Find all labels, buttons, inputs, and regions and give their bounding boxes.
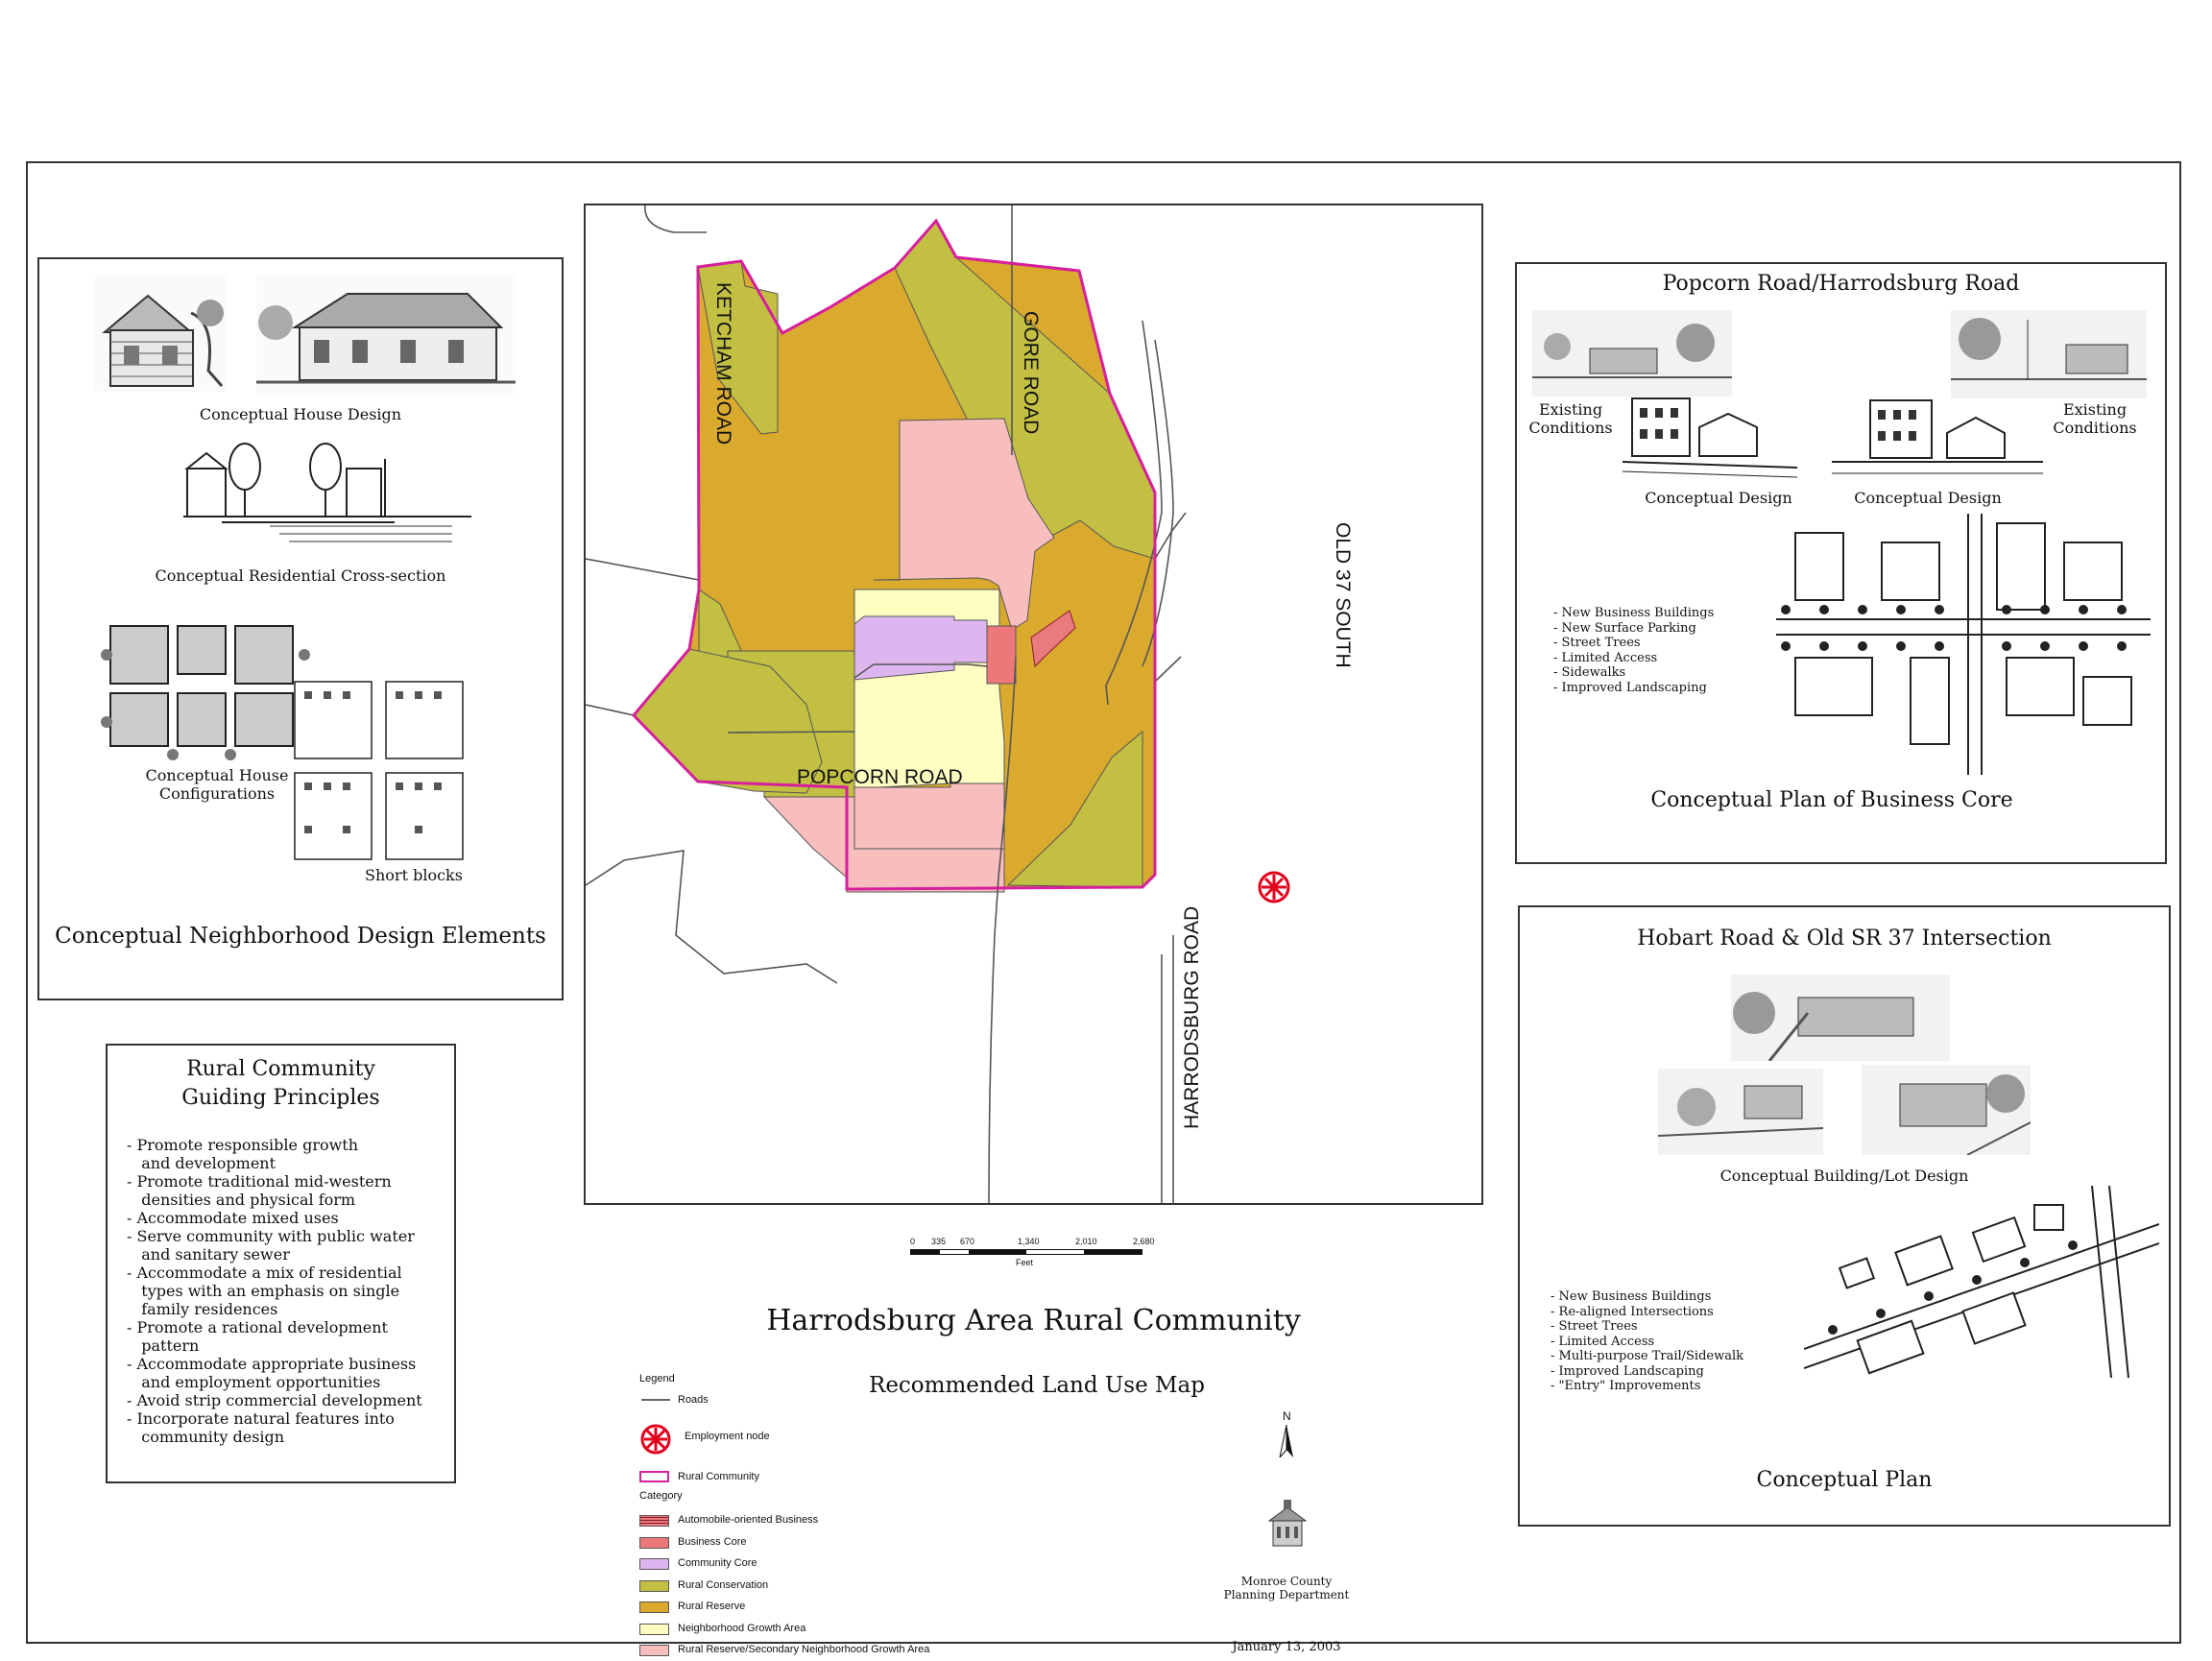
bullet-item: - New Business Buildings <box>1551 1289 1712 1304</box>
principle-line: and sanitary sewer <box>127 1245 290 1264</box>
principle-line: - Avoid strip commercial development <box>127 1391 422 1409</box>
label-old-37-south: OLD 37 SOUTH <box>1332 522 1354 668</box>
principle-line: - Promote responsible growth <box>127 1136 359 1154</box>
principle-line: types with an emphasis on single <box>127 1282 400 1300</box>
hobart-caption: Conceptual Building/Lot Design <box>1719 1167 1969 1185</box>
neighborhood-design-panel <box>37 257 564 1000</box>
scale-tick-label: 0 <box>910 1237 916 1246</box>
bullet-item: - Multi-purpose Trail/Sidewalk <box>1551 1349 1744 1363</box>
business-core-plan-sketch <box>1776 514 2151 775</box>
legend-item-label: Rural Reserve <box>678 1601 746 1612</box>
principles-title-line1: Rural Community <box>186 1057 375 1081</box>
popcorn-harrodsburg-panel <box>1515 262 2167 864</box>
roads-legend-line <box>639 1396 672 1404</box>
scale-unit: Feet <box>1016 1258 1034 1267</box>
house-sketch-left <box>95 275 226 392</box>
bullet-item: - New Business Buildings <box>1553 606 1715 620</box>
caption-house-design: Conceptual House Design <box>199 405 402 423</box>
principles-list <box>127 1136 422 1446</box>
principle-line: - Promote traditional mid-western <box>127 1172 392 1191</box>
scale-tick-label: 335 <box>931 1237 947 1246</box>
hobart-footer: Conceptual Plan <box>1756 1468 1933 1492</box>
principle-line: densities and physical form <box>127 1191 356 1209</box>
design-left: Conceptual Design <box>1645 489 1792 507</box>
principle-line: community design <box>127 1428 285 1446</box>
guiding-principles-panel <box>106 1044 456 1483</box>
label-popcorn-road: POPCORN ROAD <box>797 766 963 788</box>
legend-item-label: Rural Conservation <box>678 1578 769 1591</box>
legend-roads: Roads <box>678 1394 709 1406</box>
legend-rural-community: Rural Community <box>678 1471 759 1482</box>
legend-item-label: Automobile-oriented Business <box>678 1514 819 1526</box>
map-date: January 13, 2003 <box>1232 1640 1341 1654</box>
caption-cross-section: Conceptual Residential Cross-section <box>155 566 446 585</box>
popcorn-footer: Conceptual Plan of Business Core <box>1650 788 2013 812</box>
bullet-item: - Sidewalks <box>1553 665 1626 680</box>
label-harrodsburg-road: HARRODSBURG ROAD <box>1181 905 1203 1129</box>
principle-line: and development <box>127 1154 276 1172</box>
legend-swatch <box>639 1515 669 1527</box>
legend-item-label: Neighborhood Growth Area <box>678 1622 806 1634</box>
legend-swatch <box>639 1624 669 1635</box>
principle-line: - Serve community with public water <box>127 1227 415 1245</box>
legend-item-label: Rural Reserve/Secondary Neighborhood Growth Area <box>678 1644 930 1655</box>
hobart-bullets <box>1551 1289 1743 1394</box>
popcorn-heading: Popcorn Road/Harrodsburg Road <box>1662 272 2020 296</box>
scale-tick-label: 2,010 <box>1075 1237 1097 1246</box>
legend-employment: Employment node <box>685 1431 770 1442</box>
legend-title: Legend <box>639 1373 675 1384</box>
north-arrow-icon <box>1279 1425 1294 1457</box>
legend-swatch <box>639 1537 669 1549</box>
bullet-item: - Improved Landscaping <box>1553 680 1707 695</box>
bullet-item: - Improved Landscaping <box>1551 1363 1704 1379</box>
caption-short-blocks: Short blocks <box>365 866 463 884</box>
scale-bar <box>910 1237 1155 1275</box>
agency-line1: Monroe County <box>1240 1575 1333 1588</box>
principle-line: pattern <box>127 1336 200 1355</box>
principle-line: - Accommodate appropriate business <box>127 1355 417 1373</box>
legend <box>639 1373 966 1661</box>
boundary-swatch <box>639 1471 669 1482</box>
hobart-photo-top <box>1731 975 1950 1061</box>
principle-line: - Accommodate mixed uses <box>127 1209 339 1227</box>
principle-line: - Accommodate a mix of residential <box>127 1264 402 1282</box>
hobart-photo-left <box>1658 1069 1823 1155</box>
courthouse-seal-icon <box>1263 1500 1311 1550</box>
agency-line2: Planning Department <box>1223 1588 1350 1601</box>
cross-section-sketch <box>183 440 471 545</box>
existing-left: Existing Conditions <box>1528 400 1613 437</box>
employment-node-icon <box>1255 868 1293 906</box>
north-label: N <box>1283 1409 1291 1423</box>
legend-swatch <box>639 1558 669 1570</box>
legend-swatch <box>639 1645 669 1656</box>
hobart-intersection-panel <box>1518 905 2171 1527</box>
legend-category: Category <box>639 1490 683 1502</box>
existing-right: Existing Conditions <box>2053 400 2137 437</box>
concept-sketch-left <box>1623 379 1797 479</box>
legend-swatch <box>639 1580 669 1592</box>
employment-legend-icon <box>639 1423 672 1456</box>
bullet-item: - Limited Access <box>1551 1334 1655 1349</box>
map-subtitle: Recommended Land Use Map <box>869 1373 1205 1398</box>
hobart-photo-right <box>1862 1065 2031 1155</box>
bullet-item: - New Surface Parking <box>1553 620 1696 636</box>
house-sketch-right <box>256 275 516 394</box>
bullet-item: - Re-aligned Intersections <box>1551 1304 1714 1319</box>
principle-line: - Promote a rational development <box>127 1318 388 1336</box>
bullet-item: - Street Trees <box>1551 1319 1638 1334</box>
hobart-heading: Hobart Road & Old SR 37 Intersection <box>1637 927 2052 951</box>
popcorn-bullets <box>1553 606 1714 695</box>
scale-tick-label: 670 <box>960 1237 975 1246</box>
map-title: Harrodsburg Area Rural Community <box>766 1304 1301 1337</box>
principle-line: and employment opportunities <box>127 1373 381 1391</box>
principles-title-line2: Guiding Principles <box>181 1086 380 1110</box>
concept-sketch-right <box>1832 381 2043 479</box>
label-gore-road: GORE ROAD <box>1020 311 1042 435</box>
principle-line: - Incorporate natural features into <box>127 1409 395 1428</box>
neighborhood-heading: Conceptual Neighborhood Design Elements <box>55 924 546 949</box>
legend-item-label: Business Core <box>678 1535 747 1548</box>
caption-configurations: Conceptual House Configurations <box>145 766 289 803</box>
legend-swatch <box>639 1601 669 1613</box>
scale-tick-label: 2,680 <box>1133 1237 1155 1246</box>
bullet-item: - Limited Access <box>1553 650 1658 665</box>
bullet-item: - Street Trees <box>1553 636 1641 650</box>
bullet-item: - "Entry" Improvements <box>1551 1379 1701 1393</box>
label-ketcham-road: KETCHAM ROAD <box>712 282 734 445</box>
land-use-map <box>584 204 1483 1205</box>
legend-item-label: Community Core <box>678 1557 757 1569</box>
principle-line: family residences <box>127 1300 278 1318</box>
hobart-plan-sketch <box>1804 1186 2159 1378</box>
design-right: Conceptual Design <box>1854 489 2002 507</box>
scale-tick-label: 1,340 <box>1018 1237 1040 1246</box>
house-configurations-sketch <box>101 616 312 760</box>
